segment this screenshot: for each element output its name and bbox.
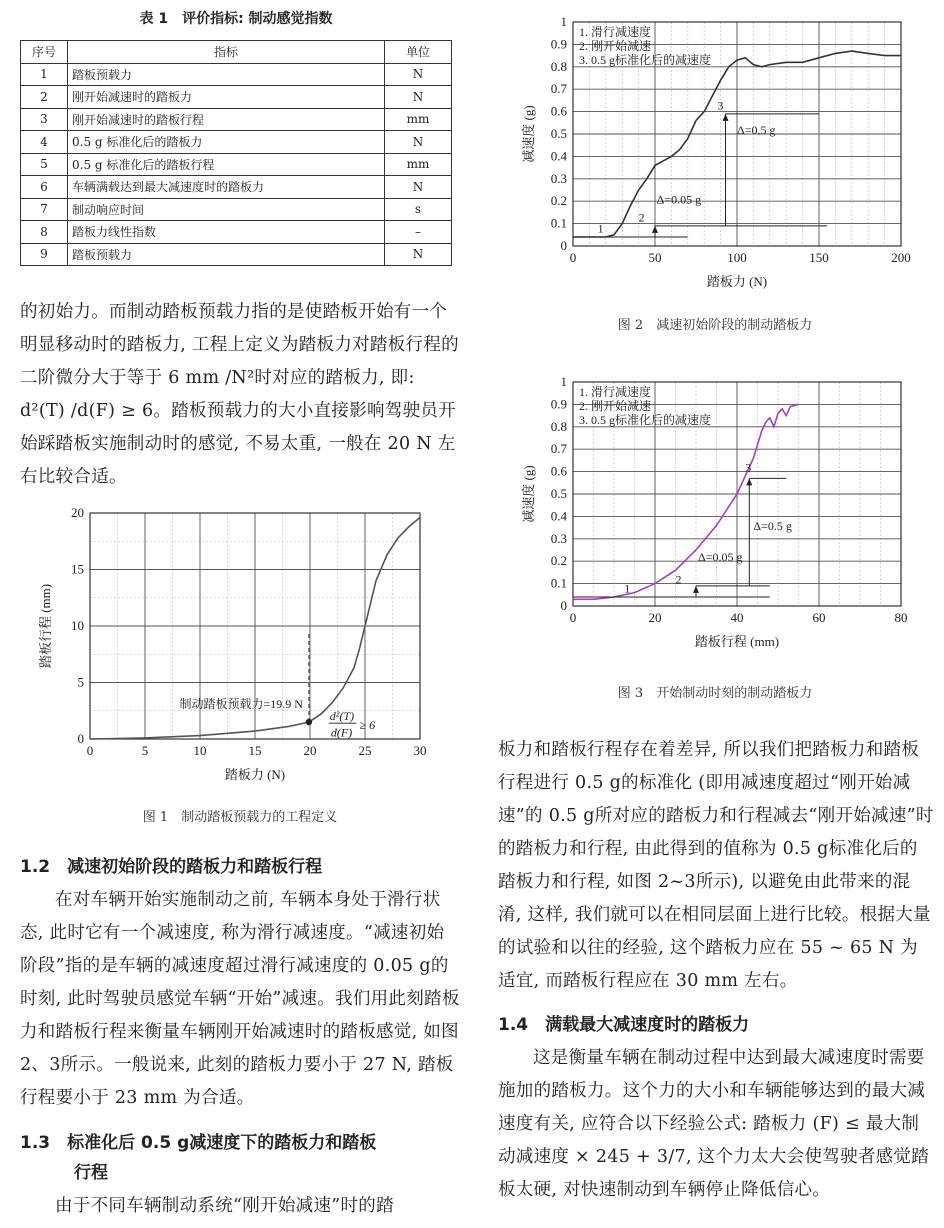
table-header-cell: 指标 [68,41,385,64]
preload-point [306,719,312,725]
paragraph-section-1-2 [20,884,460,1115]
table-cell: 5 [21,153,68,176]
paragraph-section-1-4 [498,1042,934,1207]
x-tick-label: 80 [894,610,908,625]
y-tick-label: 0.9 [550,396,567,412]
legend-entry: 1. 滑行减速度 [579,385,652,399]
y-tick-label: 0.3 [550,170,567,186]
table-cell: 刚开始减速时的踏板力 [68,86,385,109]
y-tick-label: 0.4 [550,148,567,164]
y-axis-label: 减速度 (g) [521,465,536,523]
curve-marker-label: 1 [624,581,631,596]
legend-entry: 3. 0.5 g标准化后的减速度 [579,53,712,67]
y-axis-label: 减速度 (g) [521,105,536,163]
table-row [21,86,452,109]
legend-entry: 2. 刚开始减速 [579,39,652,53]
table-header-cell: 单位 [385,41,452,64]
table-header-row [21,41,452,64]
table-cell: N [385,63,452,86]
formula-relation: ≥ 6 [359,717,376,732]
paragraph-text: 由于不同车辆制动系统“刚开始减速”时的踏 [55,1196,394,1216]
x-axis-label: 踏板行程 (mm) [694,634,780,649]
table-cell: 1 [21,63,68,86]
x-tick-label: 20 [303,743,317,758]
preload-label: 制动踏板预载力=19.9 N [179,697,303,712]
x-tick-label: 0 [86,743,94,758]
table-cell: 0.5 g 标准化后的踏板行程 [68,153,385,176]
table-cell: 9 [21,243,68,266]
table-cell: 踏板预载力 [68,243,385,266]
curve-marker-label: 2 [638,210,645,225]
y-tick-label: 5 [77,674,84,690]
x-tick-label: 150 [809,250,829,265]
y-tick-label: 0.1 [550,215,567,231]
y-tick-label: 15 [71,561,84,577]
x-tick-label: 100 [727,250,747,265]
x-axis-label: 踏板力 (N) [224,767,286,782]
y-tick-label: 0.1 [550,575,567,591]
y-tick-label: 0.2 [550,553,567,569]
table-cell: N [385,131,452,154]
y-tick-label: 0.6 [550,103,567,119]
curve-marker-label: 3 [745,460,752,475]
section-heading-1-3-cont: 行程 [74,1163,108,1183]
legend-entry: 2. 刚开始减速 [579,399,652,413]
series-line [573,404,799,599]
table-cell: 车辆满载达到最大减速度时的踏板力 [68,176,385,199]
section-heading-1-4: 1.4 满载最大减速度时的踏板力 [498,1015,750,1035]
paragraph-text: 的初始力。而制动踏板预载力指的是使踏板开始有一个明显移动时的踏板力, 工程上定义为踏板力对踏板行程的二阶微分大于等于 6 mm /N²时对应的踏板力, 即: d²(T) /d(F) ≥ 6。踏板预载力的大小直接影响驾驶员开始踩踏板实施制动时的感觉, 不易太重, 一般在 20 N 左右比较合适。 [20,302,459,487]
table-cell: 0.5 g 标准化后的踏板力 [68,131,385,154]
formula-denominator: d(F) [330,725,353,740]
y-tick-label: 0.9 [550,36,567,52]
table-row [21,243,452,266]
y-tick-label: 1 [560,14,567,29]
table-cell: N [385,176,452,199]
table-cell: 刚开始减速时的踏板行程 [68,108,385,131]
table-cell: 踏板力线性指数 [68,221,385,244]
paragraph-preload [20,296,460,494]
formula-numerator: d²(T) [329,708,355,723]
x-axis-label: 踏板力 (N) [706,274,768,289]
y-tick-label: 0.3 [550,530,567,546]
y-tick-label: 0 [560,598,567,613]
x-tick-label: 30 [413,743,427,758]
paragraph-text: 板力和踏板行程存在着差异, 所以我们把踏板力和踏板行程进行 0.5 g的标准化 (即用减速度超过“刚开始减速”的 0.5 g所对应的踏板力和行程减去“刚开始减速”时的踏板力和行程, 由此得到的值称为 0.5 g标准化后的踏板力和行程, 如图 2~3所示), 以避免由此带来的混淆, 这样, 我们就可以在相同层面上进行比较。根据大量的试验和以往的经验, 这个踏板力应在 55 ~ 65 N 为适宜, 而踏板行程应在 30 mm 左右。 [498,740,934,991]
delta-small-label: Δ=0.05 g [656,192,702,207]
table-caption: 表 1 评价指标: 制动感觉指数 [139,11,333,27]
y-tick-label: 1 [560,374,567,389]
y-tick-label: 0.5 [550,486,567,501]
y-tick-label: 20 [71,505,84,520]
table-row [21,176,452,199]
table-row [21,131,452,154]
paragraph-normalization [498,734,934,998]
arrow-head [652,226,658,233]
table-row [21,221,452,244]
fig1-chart [30,500,450,790]
table-row [21,63,452,86]
table-row [21,153,452,176]
table-cell: 7 [21,198,68,221]
table-cell: – [385,221,452,244]
table-header-cell: 序号 [21,41,68,64]
y-tick-label: 0 [560,238,567,253]
table-cell: 4 [21,131,68,154]
fig2-chart [515,10,935,300]
x-tick-label: 5 [141,743,149,758]
y-tick-label: 0.5 [550,126,567,141]
x-tick-label: 50 [648,250,662,265]
paragraph-text: 在对车辆开始实施制动之前, 车辆本身处于滑行状态, 此时它有一个减速度, 称为滑行减速度。“减速初始阶段”指的是车辆的减速度超过滑行减速度的 0.05 g的时刻, 此时驾驶员感觉车辆“开始”减速。我们用此刻踏板力和踏板行程来衡量车辆刚开始减速时的踏板感觉, 如图 2、3所示。一般说来, 此刻的踏板力要小于 27 N, 踏板行程要小于 23 mm 为合适。 [20,890,460,1108]
fig1-caption: 图 1 制动踏板预载力的工程定义 [142,810,338,825]
x-tick-label: 10 [193,743,207,758]
y-tick-label: 0.7 [550,81,567,97]
paragraph-section-1-3 [20,1190,460,1223]
table-cell: 踏板预载力 [68,63,385,86]
section-heading-1-3: 1.3 标准化后 0.5 g减速度下的踏板力和踏板 [20,1133,377,1153]
x-tick-label: 25 [358,743,372,758]
table-cell: 制动响应时间 [68,198,385,221]
curve-marker-label: 1 [597,221,604,236]
arrow-head [746,478,752,485]
x-tick-label: 0 [569,250,577,265]
table-cell: N [385,243,452,266]
y-tick-label: 0.6 [550,463,567,479]
x-tick-label: 15 [248,743,262,758]
arrow-head [723,114,729,121]
x-tick-label: 20 [648,610,662,625]
fig2-caption: 图 2 减速初始阶段的制动踏板力 [617,318,813,333]
table-cell: 6 [21,176,68,199]
curve-marker-label: 2 [675,572,682,587]
x-tick-label: 0 [569,610,577,625]
section-heading-1-2: 1.2 减速初始阶段的踏板力和踏板行程 [20,857,323,877]
fig3-caption: 图 3 开始制动时刻的制动踏板力 [617,686,813,701]
y-tick-label: 0 [77,731,84,746]
table-cell: 3 [21,108,68,131]
table-cell: 8 [21,221,68,244]
x-tick-label: 200 [891,250,911,265]
table-cell: s [385,198,452,221]
paragraph-text: 这是衡量车辆在制动过程中达到最大减速度时需要施加的踏板力。这个力的大小和车辆能够达到的最大减速度有关, 应符合以下经验公式: 踏板力 (F) ≤ 最大制动减速度 × 245 + 3/7, 这个力太大会使驾驶者感觉踏板太硬, 对快速制动到车辆停止降低信心。 [498,1048,930,1200]
y-tick-label: 0.4 [550,508,567,524]
table-row [21,198,452,221]
legend-entry: 1. 滑行减速度 [579,25,652,39]
x-tick-label: 60 [812,610,826,625]
y-tick-label: 0.7 [550,441,567,457]
delta-small-label: Δ=0.05 g [698,550,743,565]
table-cell: N [385,86,452,109]
table-cell: mm [385,153,452,176]
y-axis-label: 踏板行程 (mm) [38,583,53,669]
table-cell: mm [385,108,452,131]
y-tick-label: 0.8 [550,58,567,74]
index-table [20,40,452,266]
y-tick-label: 0.2 [550,193,567,209]
x-tick-label: 40 [730,610,744,625]
curve-marker-label: 3 [717,98,724,113]
y-tick-label: 0.8 [550,418,567,434]
y-tick-label: 10 [71,618,84,633]
delta-large-label: Δ=0.5 g [737,123,776,137]
arrow-head [693,586,699,593]
delta-large-label: Δ=0.5 g [753,518,792,533]
table-cell: 2 [21,86,68,109]
table-row [21,108,452,131]
fig3-chart [515,370,935,660]
legend-entry: 3. 0.5 g标准化后的减速度 [579,413,712,427]
